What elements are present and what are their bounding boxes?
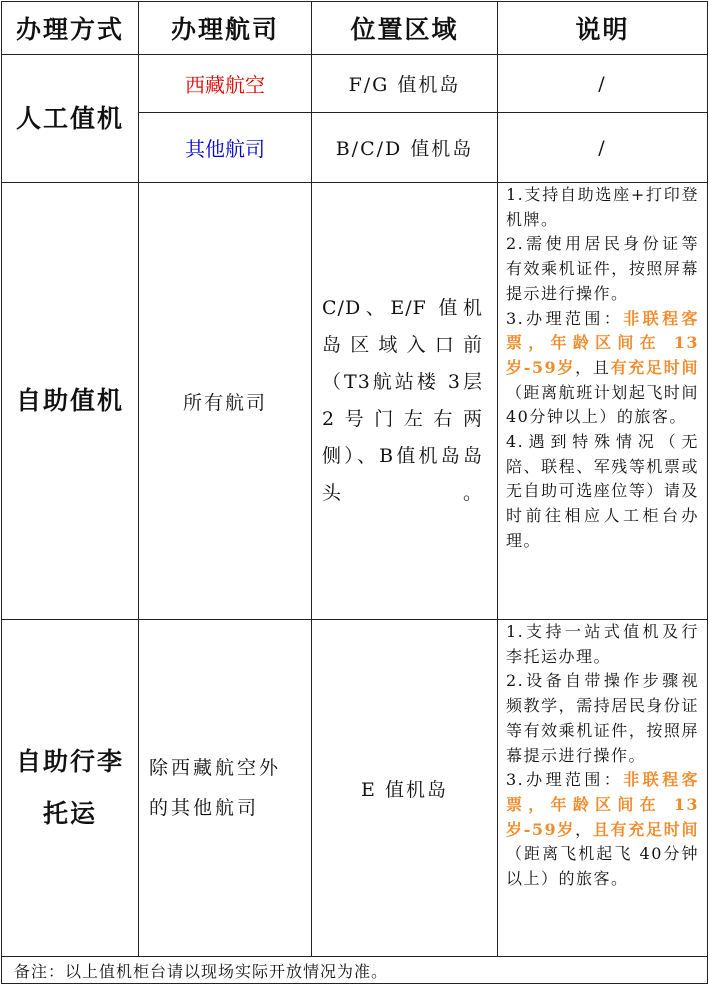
airline-others: 其他航司: [139, 113, 312, 183]
note-self-baggage: [498, 620, 708, 957]
highlight-age-range: 年龄区间在 13岁-59岁: [506, 333, 699, 377]
airline-all: 所有航司: [139, 183, 312, 620]
location-e: E 值机岛: [312, 620, 498, 957]
highlight-non-connecting: 非联程客票: [506, 770, 699, 814]
table-row: [2, 183, 708, 620]
header-row: [2, 2, 708, 55]
note-item: 2.设备自带操作步骤视频教学，需持居民身份证等有效乘机证件，按照屏幕提示进行操作。: [506, 671, 699, 765]
location-self-checkin: C/D、E/F 值机岛区域入口前（T3航站楼 3层 2号门左右两侧）、B值机岛岛头。: [312, 183, 498, 620]
note-item: 1.支持一站式值机及行李托运办理。: [506, 622, 699, 666]
header-note: 说明: [498, 2, 708, 55]
table-row: [2, 620, 708, 957]
note-item: 4.遇到特殊情况（无陪、联程、军残等机票或无自助可选座位等）请及时前往相应人工柜台办理。: [506, 432, 699, 550]
header-mode: 办理方式: [2, 2, 139, 55]
note-manual-1: /: [498, 55, 708, 113]
header-airline: 办理航司: [139, 2, 312, 55]
mode-self-baggage: 自助行李 托运: [2, 620, 139, 957]
highlight-non-connecting: 非联程客票: [506, 308, 699, 353]
mode-manual: 人工值机: [2, 55, 139, 183]
highlight-enough-time: 有充足时间: [610, 357, 699, 377]
highlight-enough-time: 且有充足时间: [592, 819, 699, 839]
mode-self-checkin: 自助值机: [2, 183, 139, 620]
checkin-table: [1, 1, 708, 984]
airline-except-tibet: 除西藏航空外的其他航司: [139, 620, 312, 957]
location-bcd: B/C/D 值机岛: [312, 113, 498, 183]
note-item: 2.需使用居民身份证等有效乘机证件，按照屏幕提示进行操作。: [506, 234, 699, 303]
highlight-age-range: 年龄区间在 13岁-59岁: [506, 794, 699, 839]
location-fg: F/G 值机岛: [312, 55, 498, 113]
header-location: 位置区域: [312, 2, 498, 55]
note-item: 1.支持自助选座+打印登机牌。: [506, 185, 699, 229]
note-manual-2: /: [498, 113, 708, 183]
note-item: 3.办理范围：非联程客票，年龄区间在 13岁-59岁，且有充足时间（距离航班计划起飞时间 40分钟以上）的旅客。: [506, 308, 699, 427]
airline-tibet: 西藏航空: [139, 55, 312, 113]
table-row: [2, 55, 708, 113]
note-item: 3.办理范围：非联程客票，年龄区间在 13岁-59岁，且有充足时间（距离飞机起飞 40分钟以上）的旅客。: [506, 770, 699, 889]
footer-note: 备注：以上值机柜台请以现场实际开放情况为准。: [2, 957, 708, 984]
footer-row: [2, 957, 708, 984]
note-self-checkin: [498, 183, 708, 620]
